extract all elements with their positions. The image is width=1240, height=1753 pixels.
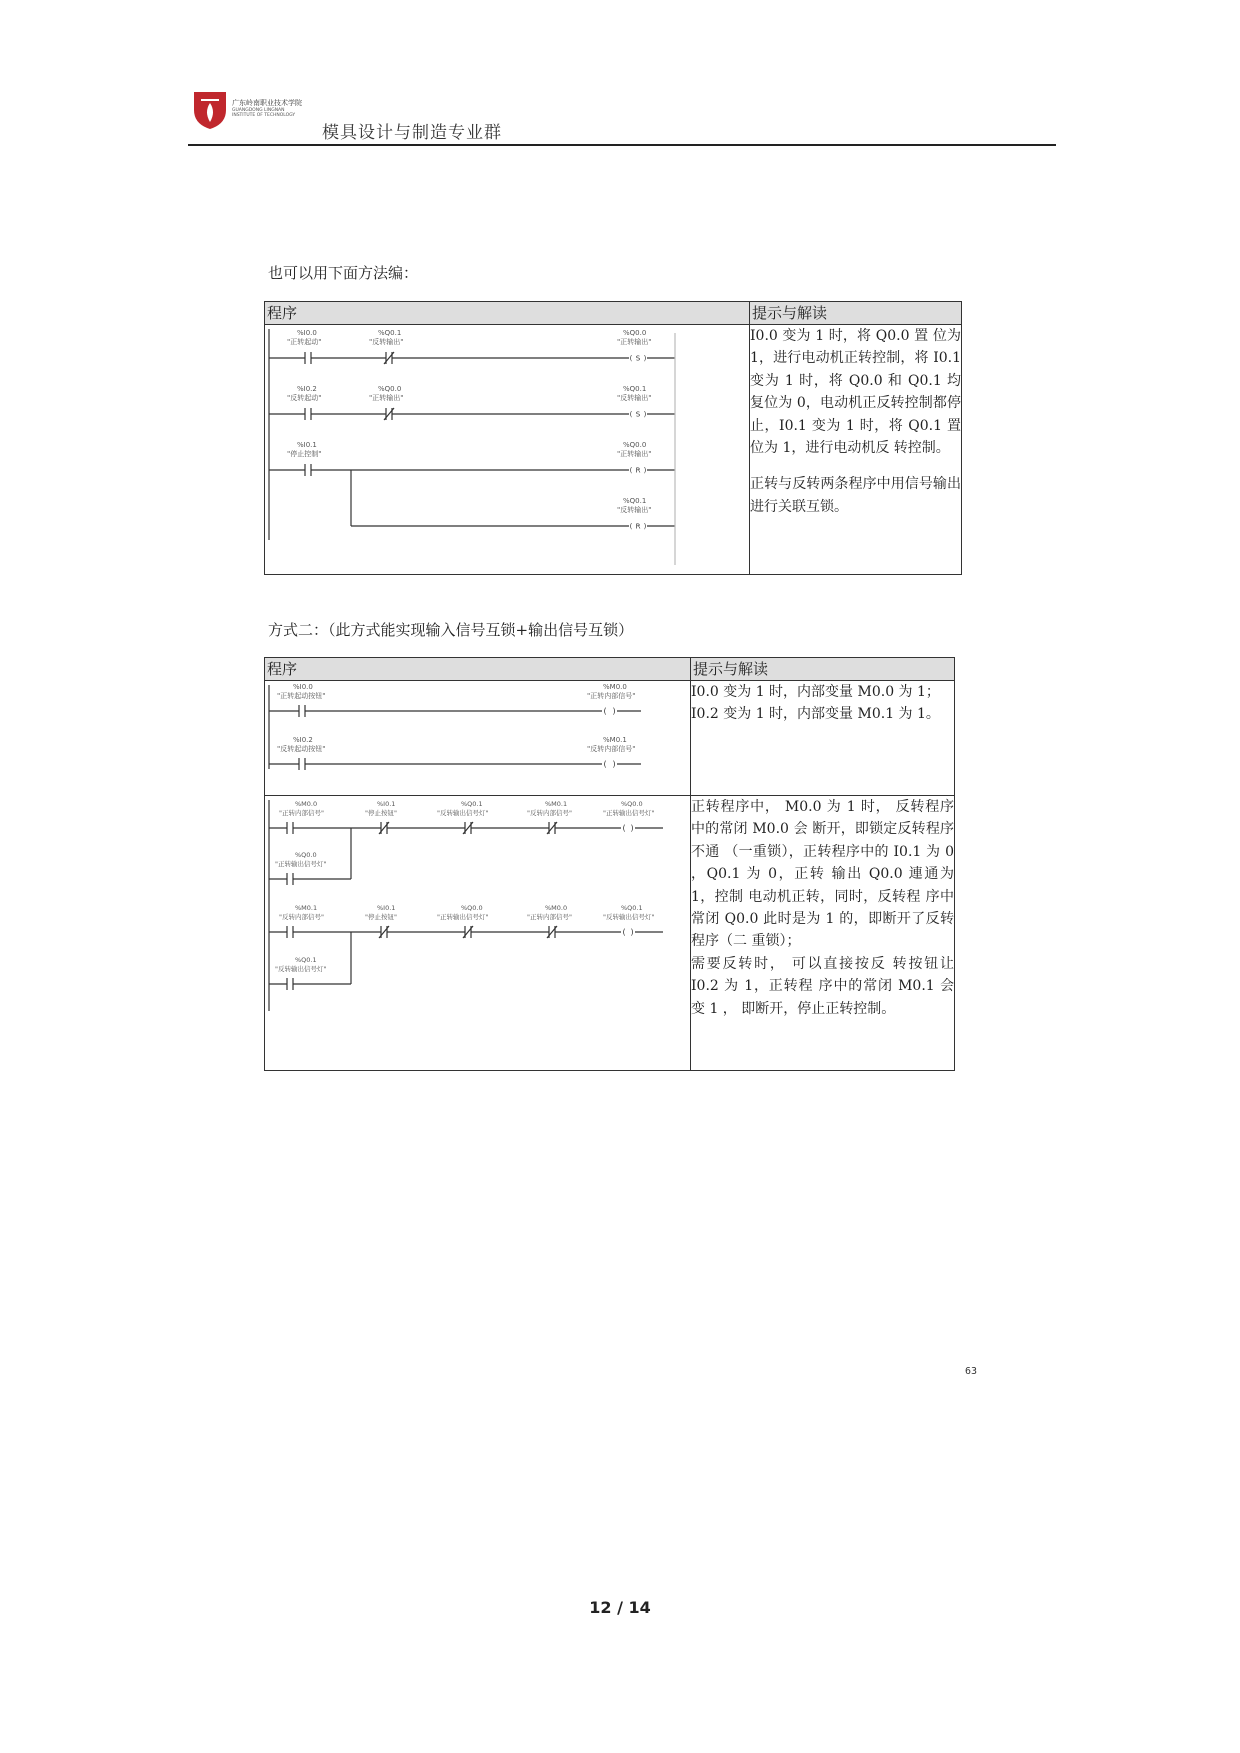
svg-text:(: (	[629, 466, 633, 475]
ladder-label: "反转内部信号"	[527, 809, 572, 817]
note-paragraph: I0.0 变为 1 时，内部变量 M0.0 为 1；	[691, 684, 940, 700]
svg-text:(: (	[629, 354, 633, 363]
svg-text:): )	[643, 466, 647, 475]
ladder-label: %Q0.0	[621, 800, 643, 808]
method2-heading: 方式二：（此方式能实现输入信号互锁+输出信号互锁）	[268, 621, 634, 639]
ladder-label: "反转输出信号灯"	[275, 965, 327, 973]
ladder-label: %I0.2	[297, 385, 317, 393]
ladder-label: %Q0.1	[621, 904, 643, 912]
svg-text:): )	[643, 522, 647, 531]
ladder-label: "正转输出"	[369, 394, 404, 402]
ladder-label: %M0.0	[603, 683, 627, 691]
program-table-2	[264, 657, 955, 1071]
ladder-label: "反转起动按钮"	[277, 745, 326, 753]
ladder-label: "正转内部信号"	[527, 913, 572, 921]
school-name: 广东岭南职业技术学院	[232, 99, 302, 107]
svg-text:(: (	[622, 823, 626, 833]
ladder-label: "正转输出"	[617, 450, 652, 458]
ladder-label: %I0.0	[293, 683, 313, 691]
ladder-label: %I0.2	[293, 736, 313, 744]
ladder-label: %M0.1	[603, 736, 627, 744]
col-header-program: 程序	[265, 658, 691, 681]
ladder-label: "正转内部信号"	[587, 692, 636, 700]
ladder-diagram-2b	[265, 796, 689, 1066]
ladder-diagram-2a	[265, 681, 689, 791]
ladder-label: "正转输出信号灯"	[603, 809, 655, 817]
coil-symbol: S	[635, 354, 641, 363]
note-paragraph: 正转与反转两条程序中用信号输出进行关联互锁。	[750, 476, 961, 515]
inner-page-number: 63	[965, 1366, 978, 1377]
ladder-label: %I0.0	[297, 329, 317, 337]
ladder-label: "停止按钮"	[365, 809, 397, 817]
svg-text:(: (	[603, 706, 607, 716]
svg-text:): )	[612, 759, 616, 769]
page-header	[188, 86, 1056, 146]
ladder-diagram-2b-cell	[265, 796, 691, 1071]
coil-symbol: R	[635, 522, 641, 531]
svg-text:): )	[630, 927, 634, 937]
svg-text:(: (	[603, 759, 607, 769]
ladder-label: "反转输出"	[369, 338, 404, 346]
ladder-label: %Q0.1	[378, 329, 402, 337]
ladder-label: %Q0.1	[461, 800, 483, 808]
ladder-label: %Q0.0	[623, 329, 647, 337]
ladder-label: %Q0.1	[623, 497, 647, 505]
ladder-label: "正转输出"	[617, 338, 652, 346]
ladder-label: "停止控制"	[287, 450, 322, 458]
ladder-label: "正转起动"	[287, 338, 322, 346]
ladder-label: "反转输出"	[617, 506, 652, 514]
note-cell-2a	[691, 681, 955, 796]
ladder-label: "反转输出"	[617, 394, 652, 402]
ladder-label: %M0.1	[295, 904, 318, 912]
note-paragraph: 需要反转时， 可以直接按反 转按钮让 I0.2 为 1，正转程 序中的常闭 M0.1 会变 1 ， 即断开，停止正转控制。	[691, 955, 954, 1017]
ladder-label: "正转内部信号"	[279, 809, 324, 817]
svg-text:): )	[612, 706, 616, 716]
ladder-diagram-1-cell	[265, 325, 750, 575]
note-cell-2b	[691, 796, 955, 1071]
ladder-label: "反转起动"	[287, 394, 322, 402]
ladder-label: %I0.1	[377, 904, 396, 912]
ladder-label: %M0.0	[295, 800, 318, 808]
svg-text:(: (	[629, 522, 633, 531]
svg-text:): )	[643, 410, 647, 419]
intro-text: 也可以用下面方法编：	[268, 264, 419, 282]
svg-text:(: (	[629, 410, 633, 419]
ladder-label: "停止按钮"	[365, 913, 397, 921]
ladder-label: "反转内部信号"	[587, 745, 636, 753]
ladder-label: %I0.1	[377, 800, 396, 808]
ladder-label: "正转输出信号灯"	[437, 913, 489, 921]
department-title: 模具设计与制造专业群	[322, 123, 502, 143]
ladder-label: "反转输出信号灯"	[437, 809, 489, 817]
note-paragraph: I0.0 变为 1 时，将 Q0.0 置 位为 1，进行电动机正转控制，将 I0.1 变为 1 时，将 Q0.0 和 Q0.1 均复位为 0，电动机正反转控制都停止，I0.1 变为 1 时，将 Q0.1 置位为 1，进行电动机反 转控制。	[750, 328, 961, 457]
school-name-en: GUANGDONG LINGNAN INSTITUTE OF TECHNOLOGY	[232, 108, 296, 118]
ladder-label: %Q0.0	[461, 904, 483, 912]
ladder-label: "正转输出信号灯"	[275, 860, 327, 868]
ladder-label: %Q0.1	[295, 956, 317, 964]
ladder-label: %Q0.0	[295, 851, 317, 859]
page-indicator: 12 / 14	[589, 1598, 651, 1617]
svg-text:(: (	[622, 927, 626, 937]
col-header-program: 程序	[265, 302, 750, 325]
ladder-label: %M0.0	[545, 904, 568, 912]
ladder-diagram-1	[265, 325, 748, 570]
col-header-note: 提示与解读	[691, 658, 955, 681]
ladder-label: %M0.1	[545, 800, 568, 808]
ladder-label: %Q0.0	[623, 441, 647, 449]
ladder-label: %Q0.0	[378, 385, 402, 393]
note-paragraph: I0.2 变为 1 时，内部变量 M0.1 为 1。	[691, 706, 940, 723]
program-table-1	[264, 301, 962, 575]
ladder-label: %I0.1	[297, 441, 317, 449]
svg-text:): )	[630, 823, 634, 833]
coil-symbol: S	[635, 410, 641, 419]
note-cell-1	[750, 325, 962, 575]
col-header-note: 提示与解读	[750, 302, 962, 325]
coil-symbol: R	[635, 466, 641, 475]
ladder-label: "正转起动按钮"	[277, 692, 326, 700]
ladder-diagram-2a-cell	[265, 681, 691, 796]
ladder-label: "反转输出信号灯"	[603, 913, 655, 921]
svg-text:): )	[643, 354, 647, 363]
ladder-label: %Q0.1	[623, 385, 647, 393]
ladder-label: "反转内部信号"	[279, 913, 324, 921]
school-logo-icon	[192, 90, 228, 130]
note-paragraph: 正转程序中， M0.0 为 1 时， 反转程序中的常闭 M0.0 会 断开，即锁定反转程序不通 （一重锁），正转程序中的 I0.1 为 0 ，Q0.1 为 0，正转 输出 Q0.0 連通为 1，控制 电动机正转，同时，反转程 序中常闭 Q0.0 此时是为 1 的，即断开了反转程序（二 重锁）；	[691, 799, 954, 950]
